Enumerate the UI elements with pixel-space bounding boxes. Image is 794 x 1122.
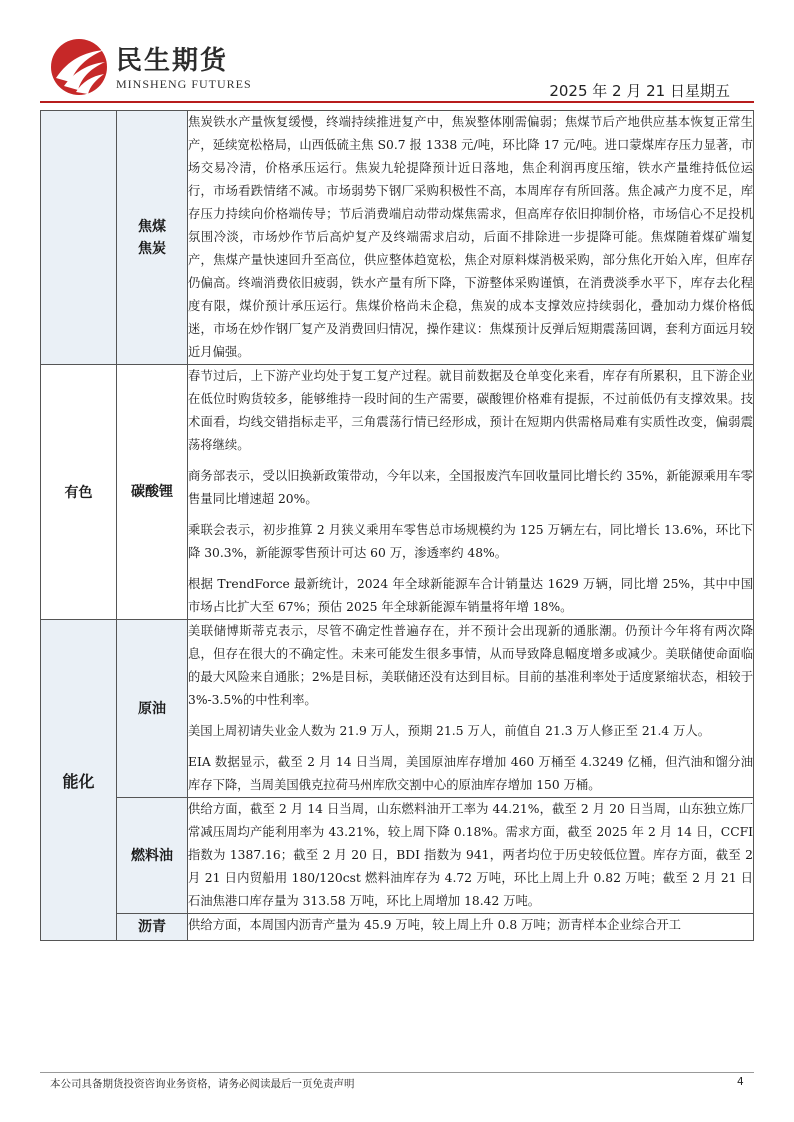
paragraph: 乘联会表示，初步推算 2 月狭义乘用车零售总市场规模约为 125 万辆左右，同比增长 13.6%，环比下降 30.3%，新能源零售预计可达 60 万，渗透率约 48%。 [188, 523, 753, 560]
category-label: 能化 [62, 771, 95, 791]
paragraph: 美联储博斯蒂克表示，尽管不确定性普遍存在，并不预计会出现新的通胀潮。仍预计今年将有两次降息，但存在很大的不确定性。未来可能发生很多事情，从而导致降息幅度增多或减少。美联储使命面临的最大风险来自通胀；2%是目标，美联储还没有达到目标。目前的基准利率处于适度紧缩状态，相较于 3%-3.5%的中性利率。 [188, 624, 753, 707]
content-cell [188, 111, 754, 365]
table-row [41, 620, 754, 798]
category-label: 有色 [64, 485, 93, 501]
subcategory-cell [117, 620, 188, 798]
subcategory-label: 焦煤 焦炭 [138, 218, 166, 257]
paragraph: 供给方面，本周国内沥青产量为 45.9 万吨，较上周上升 0.8 万吨；沥青样本企业综合开工 [188, 918, 681, 932]
table-row [41, 365, 754, 620]
report-date: 2025 年 2 月 21 日星期五 [549, 82, 730, 100]
subcategory-label: 碳酸锂 [131, 484, 173, 500]
table-row [41, 798, 754, 914]
minsheng-swoosh-logo-icon [50, 38, 108, 96]
category-cell-empty [41, 111, 117, 365]
content-cell [188, 620, 754, 798]
page-header [0, 0, 794, 104]
subcategory-label: 燃料油 [131, 847, 173, 864]
subcategory-label: 沥青 [138, 919, 166, 935]
paragraph: 商务部表示，受以旧换新政策带动，今年以来，全国报废汽车回收量同比增长约 35%，新能源乘用车零售量同比增速超 20%。 [188, 469, 753, 506]
paragraph: 根据 TrendForce 最新统计，2024 年全球新能源车合计销量达 1629 万辆，同比增 25%，其中中国市场占比扩大至 67%；预估 2025 年全球新能源车销量将年增 18%。 [188, 577, 753, 614]
footer-divider [40, 1072, 754, 1073]
paragraph: 供给方面，截至 2 月 14 日当周，山东燃料油开工率为 44.21%，截至 2 月 20 日当周，山东独立炼厂常减压周均产能利用率为 43.21%，较上周下降 0.18%。需求方面，截至 2025 年 2 月 14 日，CCFI 指数为 1387.16；截至 2 月 20 日，BDI 指数为 941，两者均位于历史较低位置。库存方面，截至 2 月 21 日内贸船用 180/120cst 燃料油库存为 4.72 万吨，环比上周上升 0.82 万吨；截至 2 月 21 日石油焦港口库存量为 313.58 万吨，环比上周增加 18.42 万吨。 [188, 802, 753, 908]
content-cell [188, 798, 754, 914]
paragraph: 美国上周初请失业金人数为 21.9 万人，预期 21.5 万人，前值自 21.3 万人修正至 21.4 万人。 [188, 724, 710, 738]
header-divider [40, 101, 754, 103]
subcategory-cell [117, 798, 188, 914]
category-cell [41, 620, 117, 941]
commodity-table [40, 110, 754, 941]
disclaimer-note: 本公司具备期货投资咨询业务资格，请务必阅读最后一页免责声明 [50, 1078, 355, 1090]
category-cell [41, 365, 117, 620]
brand-name-en: MINSHENG FUTURES [116, 77, 252, 91]
content-cell [188, 914, 754, 941]
table-row [41, 914, 754, 941]
subcategory-cell [117, 365, 188, 620]
content-cell [188, 365, 754, 620]
paragraph: 焦炭铁水产量恢复缓慢，终端持续推进复产中，焦炭整体刚需偏弱；焦煤节后产地供应基本恢复正常生产，延续宽松格局，山西低硫主焦 S0.7 报 1338 元/吨，环比降 17 元/吨。进口蒙煤库存压力显著，市场交易冷清，价格承压运行。焦炭九轮提降预计近日落地，焦企利润再度压缩，铁水产量维持低位运行，市场看跌情绪不减。市场弱势下钢厂采购积极性不高，本周库存有所回落。焦企减产力度不足，库存压力持续向价格端传导；节后消费端启动带动煤焦需求，但高库存依旧抑制价格，市场信心不足投机氛围冷淡，市场炒作节后高炉复产及终端需求启动，后面不排除进一步提降可能。焦煤随着煤矿端复产，焦煤产量快速回升至高位，供应整体趋宽松，焦企对原料煤消极采购，部分焦化开始入库，但库存仍偏高。终端消费依旧疲弱，铁水产量有所下降，下游整体采购谨慎，在消费淡季水平下，库存去化程度有限，煤价预计承压运行。焦煤价格尚未企稳，焦炭的成本支撑效应持续弱化，叠加动力煤价格低迷，市场在炒作钢厂复产及消费回归情况，操作建议：焦煤预计反弹后短期震荡回调，套利方面远月较近月偏强。 [188, 115, 753, 359]
brand-name-cn: 民生期货 [116, 46, 229, 76]
paragraph: EIA 数据显示，截至 2 月 14 日当周，美国原油库存增加 460 万桶至 4.3249 亿桶，但汽油和馏分油库存下降，当周美国俄克拉荷马州库欣交割中心的原油库存增加 150 万桶。 [188, 755, 753, 792]
table-row [41, 111, 754, 365]
subcategory-cell [117, 111, 188, 365]
paragraph: 春节过后，上下游产业均处于复工复产过程。就目前数据及仓单变化来看，库存有所累积，且下游企业在低位时购货较多，能够维持一段时间的生产需要，碳酸锂价格难有提振，不过前低仍有支撑效果。技术面看，均线交错指标走平，三角震荡行情已经形成，预计在短期内供需格局难有实质性改变，偏弱震荡将继续。 [188, 369, 753, 452]
subcategory-cell [117, 914, 188, 941]
page-number: 4 [737, 1076, 744, 1088]
subcategory-label: 原油 [138, 700, 166, 717]
